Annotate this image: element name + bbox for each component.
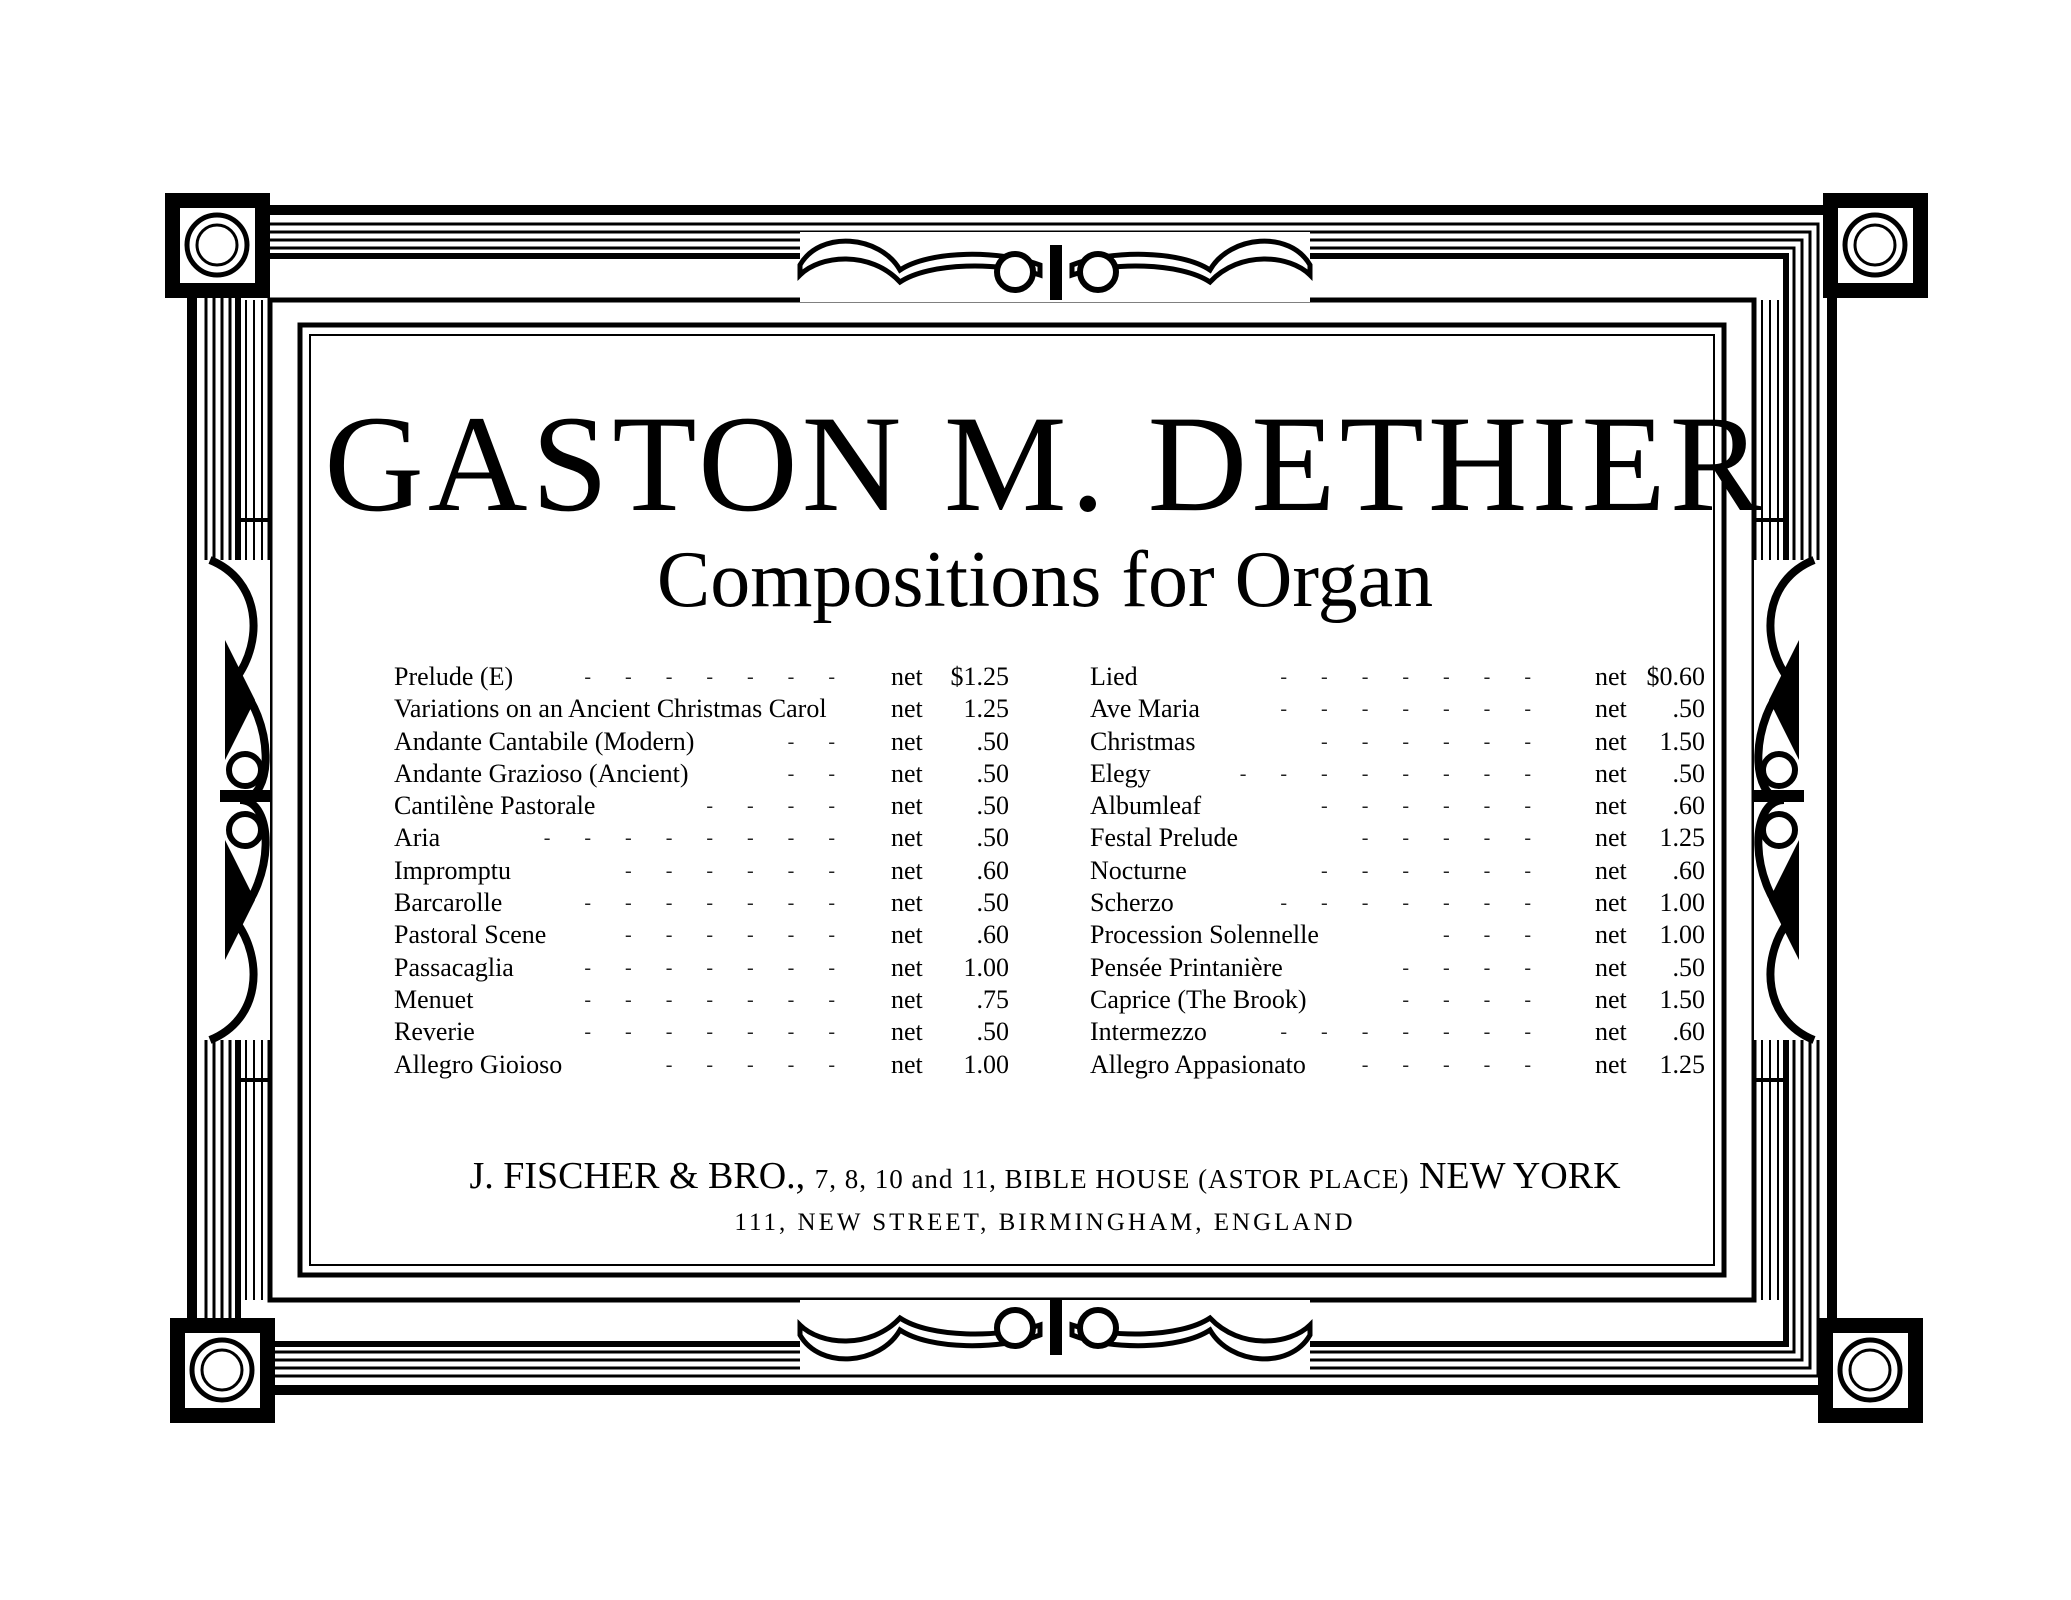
- dot-leader: ------: [1321, 859, 1565, 882]
- list-item: [1090, 661, 1705, 693]
- title-page: [310, 335, 1780, 1295]
- composition-list-right: [1090, 661, 1705, 1081]
- net-label: net: [1595, 888, 1627, 918]
- list-item: [394, 822, 1009, 854]
- composition-title: Christmas: [1090, 726, 1203, 758]
- composition-title: Andante Cantabile (Modern): [394, 726, 702, 758]
- dot-leader: --------: [543, 827, 869, 850]
- dot-leader: -------: [584, 956, 869, 979]
- list-item: [394, 790, 1009, 822]
- dot-leader: -------: [584, 988, 869, 1011]
- net-label: net: [1595, 920, 1627, 950]
- price: .50: [976, 726, 1009, 756]
- composition-title: Allegro Gioioso: [394, 1049, 570, 1081]
- list-item: [394, 919, 1009, 951]
- list-item: [1090, 1016, 1705, 1048]
- list-item: [1090, 855, 1705, 887]
- dot-leader: ----: [1402, 956, 1565, 979]
- dot-leader: ---: [1443, 924, 1565, 947]
- price: .75: [976, 984, 1009, 1014]
- composition-title: Intermezzo: [1090, 1016, 1215, 1048]
- list-item: [394, 726, 1009, 758]
- price: .50: [1672, 694, 1705, 724]
- composition-title: Barcarolle: [394, 887, 510, 919]
- dot-leader: -------: [584, 1021, 869, 1044]
- dot-leader: -----: [1361, 1053, 1565, 1076]
- dot-leader: ------: [1321, 795, 1565, 818]
- dot-leader: -------: [584, 892, 869, 915]
- publisher-address-2: 111, NEW STREET, BIRMINGHAM, ENGLAND: [734, 1209, 1356, 1236]
- dot-leader: -----: [665, 1053, 869, 1076]
- price: $1.25: [950, 662, 1009, 691]
- price: 1.00: [1659, 888, 1705, 918]
- list-item: [1090, 790, 1705, 822]
- list-item: [394, 693, 1009, 725]
- net-label: net: [1595, 694, 1627, 724]
- dot-leader: ------: [625, 859, 869, 882]
- net-label: net: [891, 855, 923, 885]
- price: .60: [1672, 791, 1705, 821]
- composition-title: Reverie: [394, 1016, 483, 1048]
- price: .60: [976, 920, 1009, 950]
- publisher-name: J. FISCHER & BRO.,: [469, 1155, 806, 1197]
- net-label: net: [891, 920, 923, 950]
- dot-leader: ------: [1321, 730, 1565, 753]
- dot-leader: ------: [625, 924, 869, 947]
- composition-title: Pastoral Scene: [394, 919, 554, 951]
- composition-title: Albumleaf: [1090, 790, 1209, 822]
- list-item: [394, 1016, 1009, 1048]
- net-label: net: [1595, 984, 1627, 1014]
- price: 1.00: [963, 1049, 1009, 1079]
- dot-leader: -----: [1361, 827, 1565, 850]
- net-label: net: [891, 726, 923, 756]
- publisher-line: [310, 1157, 1780, 1195]
- net-label: net: [1595, 1049, 1627, 1079]
- list-item: [394, 758, 1009, 790]
- net-label: net: [1595, 952, 1627, 982]
- composition-title: Ave Maria: [1090, 693, 1208, 725]
- price: .60: [1672, 855, 1705, 885]
- net-label: net: [891, 952, 923, 982]
- net-label: net: [1595, 855, 1627, 885]
- price: .50: [1672, 952, 1705, 982]
- list-item: [1090, 952, 1705, 984]
- net-label: net: [891, 662, 923, 691]
- composition-title: Caprice (The Brook): [1090, 984, 1315, 1016]
- composition-title: Allegro Appasionato: [1090, 1049, 1314, 1081]
- price: .50: [976, 888, 1009, 918]
- collection-subtitle: Compositions for Organ: [656, 536, 1434, 624]
- composition-list-left: [394, 661, 1009, 1081]
- publisher-city: NEW YORK: [1418, 1155, 1621, 1197]
- list-item: [394, 887, 1009, 919]
- list-item: [1090, 693, 1705, 725]
- list-item: [394, 984, 1009, 1016]
- list-item: [1090, 758, 1705, 790]
- composition-title: Scherzo: [1090, 887, 1182, 919]
- net-label: net: [891, 984, 923, 1014]
- composition-title: Aria: [394, 822, 448, 854]
- list-item: [1090, 887, 1705, 919]
- price: 1.25: [963, 694, 1009, 724]
- price: 1.50: [1659, 726, 1705, 756]
- list-item: [394, 1049, 1009, 1081]
- composition-title: Variations on an Ancient Christmas Carol: [394, 693, 835, 725]
- price: 1.25: [1659, 1049, 1705, 1079]
- net-label: net: [1595, 791, 1627, 821]
- dot-leader: -------: [1280, 666, 1565, 688]
- dot-leader: -------: [1280, 698, 1565, 721]
- net-label: net: [891, 1017, 923, 1047]
- list-item: [1090, 984, 1705, 1016]
- composition-title: Nocturne: [1090, 855, 1195, 887]
- price: .60: [1672, 1017, 1705, 1047]
- list-item: [1090, 1049, 1705, 1081]
- price: .60: [976, 855, 1009, 885]
- composition-title: Procession Solennelle: [1090, 919, 1327, 951]
- list-item: [394, 855, 1009, 887]
- net-label: net: [1595, 823, 1627, 853]
- price: 1.00: [963, 952, 1009, 982]
- net-label: net: [891, 823, 923, 853]
- list-item: [1090, 726, 1705, 758]
- price: .50: [976, 1017, 1009, 1047]
- composer-name: GASTON M. DETHIER: [324, 387, 1766, 540]
- list-item: [1090, 822, 1705, 854]
- dot-leader: ----: [706, 795, 869, 818]
- composition-title: Lied: [1090, 661, 1146, 693]
- dot-leader: --: [787, 762, 869, 785]
- composition-title: Pensée Printanière: [1090, 952, 1291, 984]
- price: .50: [976, 791, 1009, 821]
- net-label: net: [1595, 662, 1627, 691]
- list-item: [394, 952, 1009, 984]
- dot-leader: -------: [584, 666, 869, 688]
- composition-title: Festal Prelude: [1090, 822, 1246, 854]
- composition-title: Menuet: [394, 984, 481, 1016]
- composition-title: Cantilène Pastorale: [394, 790, 603, 822]
- net-label: net: [891, 694, 923, 724]
- price: $0.60: [1646, 662, 1705, 691]
- dot-leader: ----: [1402, 988, 1565, 1011]
- net-label: net: [891, 758, 923, 788]
- net-label: net: [1595, 726, 1627, 756]
- list-item: [1090, 919, 1705, 951]
- price: 1.50: [1659, 984, 1705, 1014]
- composition-title: Passacaglia: [394, 952, 522, 984]
- dot-leader: --: [787, 730, 869, 753]
- dot-leader: -------: [1280, 892, 1565, 915]
- price: 1.25: [1659, 823, 1705, 853]
- dot-leader: --------: [1239, 762, 1565, 785]
- price: 1.00: [1659, 920, 1705, 950]
- publisher-street: 7, 8, 10 and 11, BIBLE HOUSE (ASTOR PLACE): [814, 1164, 1410, 1194]
- composition-title: Elegy: [1090, 758, 1159, 790]
- price: .50: [976, 758, 1009, 788]
- net-label: net: [1595, 1017, 1627, 1047]
- net-label: net: [1595, 758, 1627, 788]
- net-label: net: [891, 1049, 923, 1079]
- dot-leader: -------: [1280, 1021, 1565, 1044]
- composition-title: Impromptu: [394, 855, 519, 887]
- composition-title: Prelude (E): [394, 661, 521, 693]
- composition-title: Andante Grazioso (Ancient): [394, 758, 697, 790]
- net-label: net: [891, 791, 923, 821]
- price: .50: [976, 823, 1009, 853]
- price: .50: [1672, 758, 1705, 788]
- list-item: [394, 661, 1009, 693]
- net-label: net: [891, 888, 923, 918]
